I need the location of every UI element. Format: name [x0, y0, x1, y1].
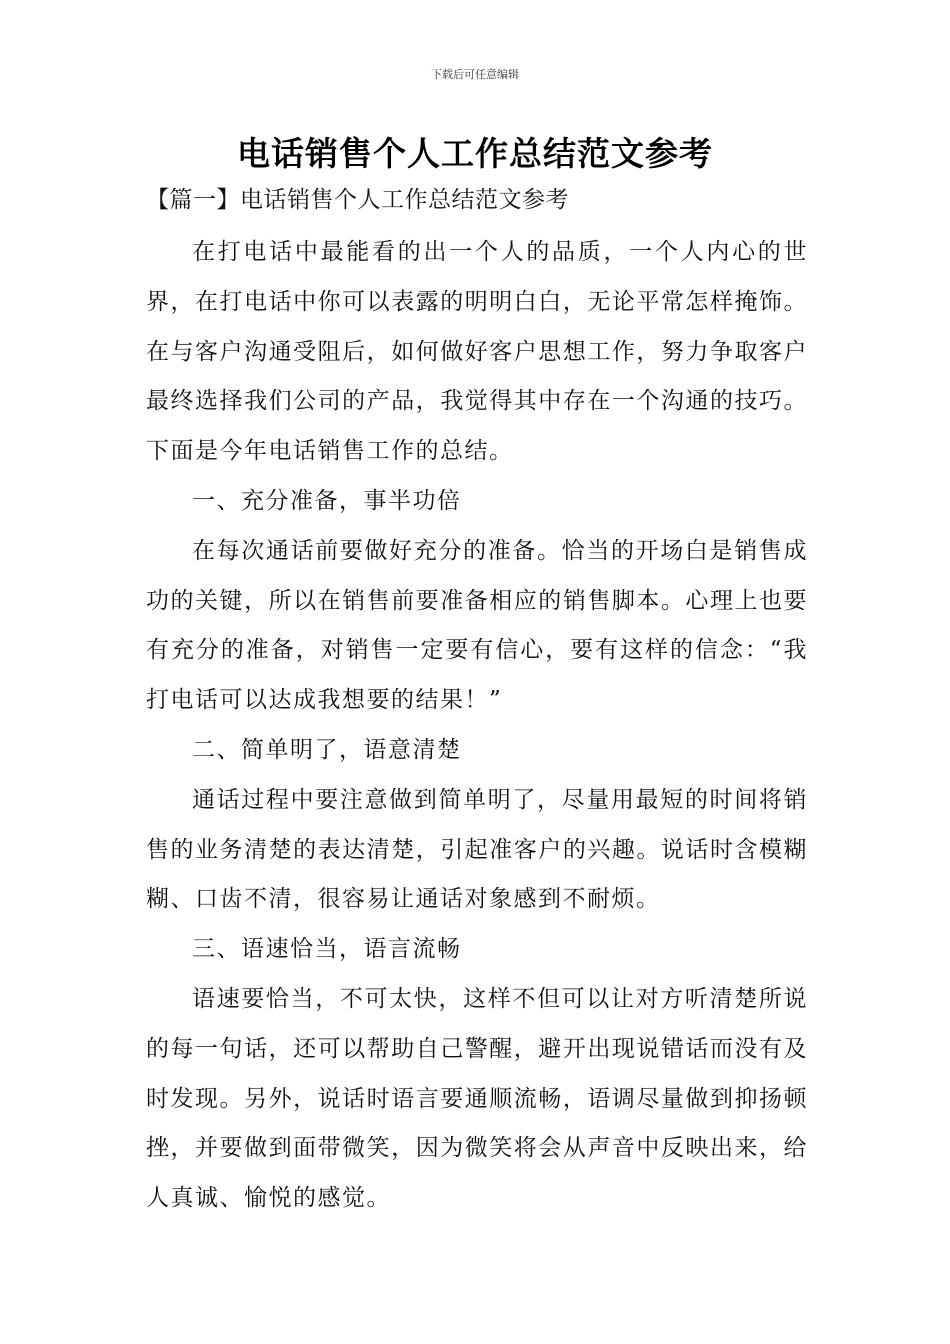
section-heading: 【篇一】电话销售个人工作总结范文参考 [146, 187, 569, 213]
paragraph-1: 在每次通话前要做好充分的准备。恰当的开场白是销售成功的关键，所以在销售前要准备相应的销售脚本。心理上也要有充分的准备，对销售一定要有信心，要有这样的信念：“我打电话可以达成我想要的结果！” [146, 537, 808, 714]
subheading-3: 三、语速恰当，语言流畅 [192, 936, 462, 963]
paragraph-2: 通话过程中要注意做到简单明了，尽量用最短的时间将销售的业务清楚的表达清楚，引起准客户的兴趣。说话时含模糊糊、口齿不清，很容易让通话对象感到不耐烦。 [146, 786, 808, 913]
subheading-2: 二、简单明了，语意清楚 [192, 736, 462, 763]
paragraph-3: 语速要恰当，不可太快，这样不但可以让对方听清楚所说的每一句话，还可以帮助自己警醒，避开出现说错话而没有及时发现。另外，说话时语言要通顺流畅，语调尽量做到抑扬顿挫，并要做到面带微笑，因为微笑将会从声音中反映出来，给人真诚、愉悦的感觉。 [146, 985, 808, 1212]
document-title: 电话销售个人工作总结范文参考 [237, 134, 713, 173]
document-body [146, 180, 808, 1224]
header-note: 下载后可任意编辑 [431, 68, 519, 81]
subheading-1: 一、充分准备，事半功倍 [192, 487, 462, 514]
paragraph-intro: 在打电话中最能看的出一个人的品质，一个人内心的世界，在打电话中你可以表露的明明白白，无论平常怎样掩饰。在与客户沟通受阻后，如何做好客户思想工作，努力争取客户最终选择我们公司的产品，我觉得其中存在一个沟通的技巧。下面是今年电话销售工作的总结。 [146, 239, 808, 465]
